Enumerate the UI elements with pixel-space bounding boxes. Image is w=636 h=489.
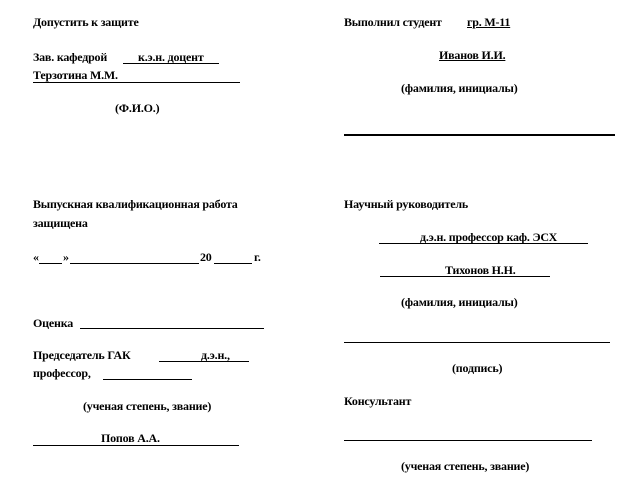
supervisor-caption: (фамилия, инициалы) [401,295,518,309]
dept-head-label: Зав. кафедрой [33,50,108,64]
consultant-line [344,440,592,441]
grade-line [80,328,264,329]
date-open-quote: « [33,250,39,264]
chair-name: Попов А.А. [101,431,160,445]
date-year-line [214,263,252,264]
supervisor-name: Тихонов Н.Н. [445,263,516,277]
student-name: Иванов И.И. [439,48,506,62]
admit-heading: Допустить к защите [33,15,139,29]
thesis-line1: Выпускная квалификационная работа [33,197,238,211]
dept-head-title: к.э.н. доцент [138,50,204,64]
date-month-line [70,263,199,264]
chair-label: Председатель ГАК [33,348,131,362]
date-day-line [39,263,62,264]
degree-caption: (ученая степень, звание) [83,399,212,413]
student-caption: (фамилия, инициалы) [401,81,518,95]
student-group: гр. М-11 [467,15,511,29]
chair-title: д.э.н., [201,348,230,362]
date-close-quote: » [63,250,69,264]
supervisor-title: д.э.н. профессор каф. ЭСХ [420,230,558,244]
student-label: Выполнил студент [344,15,442,29]
thesis-line2: защищена [33,216,88,230]
signature-caption: (подпись) [452,361,503,375]
supervisor-signature-line [344,342,610,343]
date-year-suffix: г. [254,250,261,264]
chair-role: профессор, [33,366,91,380]
fio-caption: (Ф.И.О.) [115,101,160,115]
student-signature-line [344,134,615,136]
date-year-prefix: 20 [200,250,212,264]
dept-head-name: Терзотина М.М. [33,68,118,82]
supervisor-label: Научный руководитель [344,197,468,211]
consultant-label: Консультант [344,394,412,408]
grade-label: Оценка [33,316,74,330]
chair-role-line [103,379,192,380]
consultant-caption: (ученая степень, звание) [401,459,530,473]
dept-head-name-line [33,82,240,83]
